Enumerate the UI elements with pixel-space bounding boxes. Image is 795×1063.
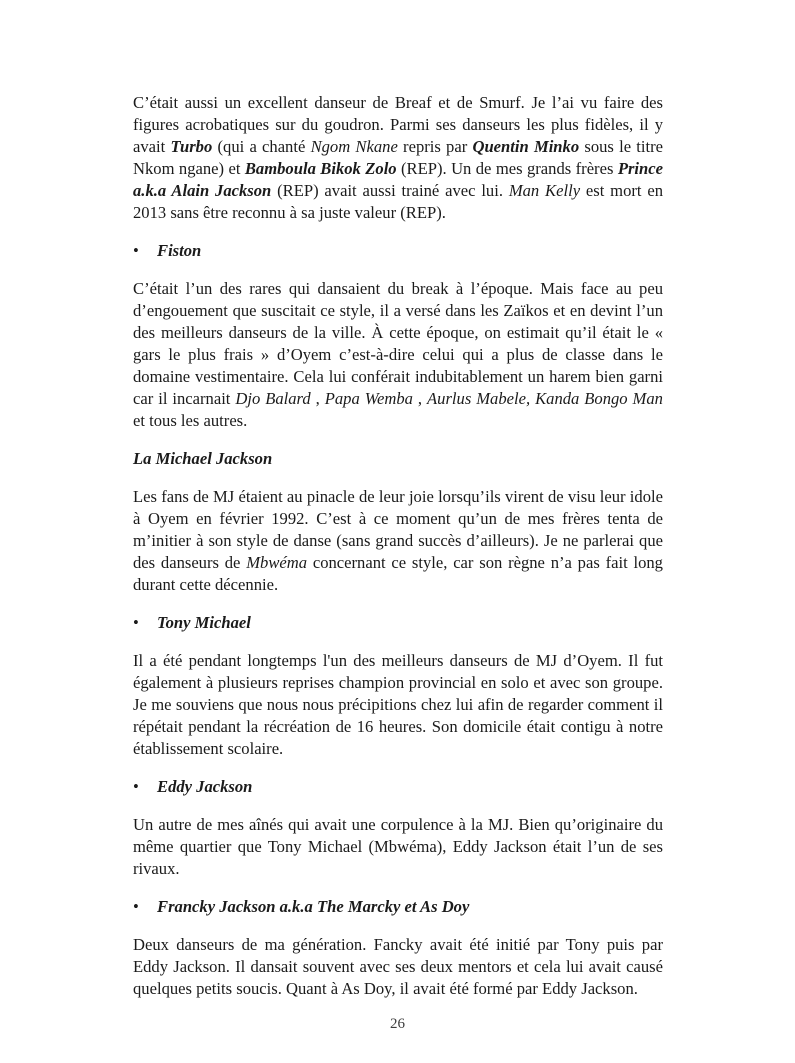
text-run: Les fans de MJ étaient au pinacle de leur joie lorsqu’ils virent de visu leur idole à Oyem en février 1992. C’est à ce moment qu’un de mes frères tenta de m’initier à son style de danse (sans grand succès d’ailleurs). Je ne parlerai que des danseurs de xyxy=(133,487,663,572)
text-run: Deux danseurs de ma génération. Fancky avait été initié par Tony puis par Eddy Jackson. Il dansait souvent avec ses deux mentors et cela lui avait causé quelques petits soucis. Quant à As Doy, il avait été formé par Eddy Jackson. xyxy=(133,935,663,998)
text-run: (REP). Un de mes grands frères xyxy=(396,159,618,178)
emphasis-italic: Djo Balard xyxy=(235,389,311,408)
bullet-item xyxy=(133,240,663,262)
paragraph xyxy=(133,486,663,596)
bullet-label: Eddy Jackson xyxy=(157,777,253,796)
emphasis-bold-italic: Turbo xyxy=(170,137,213,156)
bullet-icon: • xyxy=(133,777,139,796)
text-run: (REP) avait aussi trainé avec lui. xyxy=(271,181,509,200)
bullet-label: Tony Michael xyxy=(157,613,251,632)
paragraph xyxy=(133,278,663,432)
emphasis-italic: Ngom Nkane xyxy=(310,137,398,156)
emphasis-bold-italic: Prince a.k.a Alain Jackson xyxy=(133,159,663,200)
bullet-icon: • xyxy=(133,897,139,916)
page-number: 26 xyxy=(390,1016,405,1032)
bullet-label: Francky Jackson a.k.a The Marcky et As Doy xyxy=(157,897,470,916)
bullet-item xyxy=(133,612,663,634)
text-run: repris par xyxy=(397,137,473,156)
emphasis-bold-italic: Quentin Minko xyxy=(472,137,580,156)
bullet-label: Fiston xyxy=(157,241,202,260)
paragraph xyxy=(133,650,663,760)
bullet-icon: • xyxy=(133,241,139,260)
emphasis-bold-italic: Bamboula Bikok Zolo xyxy=(244,159,397,178)
bullet-icon: • xyxy=(133,613,139,632)
emphasis-italic: Mbwéma xyxy=(246,553,308,572)
text-run: (qui a chanté xyxy=(212,137,311,156)
paragraph xyxy=(133,92,663,224)
text-run: Un autre de mes aînés qui avait une corpulence à la MJ. Bien qu’originaire du même quartier que Tony Michael (Mbwéma), Eddy Jackson était l’un de ses rivaux. xyxy=(133,815,663,878)
section-heading: La Michael Jackson xyxy=(133,449,273,468)
text-run: , xyxy=(412,389,428,408)
emphasis-italic: Aurlus Mabele, Kanda Bongo Man xyxy=(427,389,663,408)
text-run: , xyxy=(310,389,325,408)
text-run: sous le titre Nkom ngane) et xyxy=(133,137,664,178)
paragraph xyxy=(133,814,663,880)
text-run: est mort en 2013 sans être reconnu à sa juste valeur (REP). xyxy=(133,181,663,222)
bullet-item xyxy=(133,896,663,918)
paragraph xyxy=(133,934,663,1000)
text-run: C’était aussi un excellent danseur de Breaf et de Smurf. Je l’ai vu faire des figures acrobatiques sur du goudron. Parmi ses danseurs les plus fidèles, il y avait xyxy=(133,93,663,156)
page-content xyxy=(133,92,663,1016)
text-run: concernant ce style, car son règne n’a pas fait long durant cette décennie. xyxy=(133,553,663,594)
bullet-item xyxy=(133,776,663,798)
emphasis-italic: Man Kelly xyxy=(508,181,581,200)
emphasis-italic: Papa Wemba xyxy=(324,389,413,408)
text-run: et tous les autres. xyxy=(133,411,248,430)
text-run: C’était l’un des rares qui dansaient du break à l’époque. Mais face au peu d’engouement que suscitait ce style, il a versé dans les Zaïkos et en devint l’un des meilleurs danseurs de la ville. À cette époque, on estimait qu’il était le « gars le plus frais » d’Oyem c’est-à-dire celui qui a plus de classe dans le domaine vestimentaire. Cela lui conférait indubitablement un harem bien garni car il incarnait xyxy=(133,279,663,408)
text-run: Il a été pendant longtemps l'un des meilleurs danseurs de MJ d’Oyem. Il fut également à plusieurs reprises champion provincial en solo et avec son groupe. Je me souviens que nous nous précipitions chez lui afin de regarder comment il répétait pendant la récréation de 16 heures. Son domicile était contigu à notre établissement scolaire. xyxy=(133,651,663,758)
